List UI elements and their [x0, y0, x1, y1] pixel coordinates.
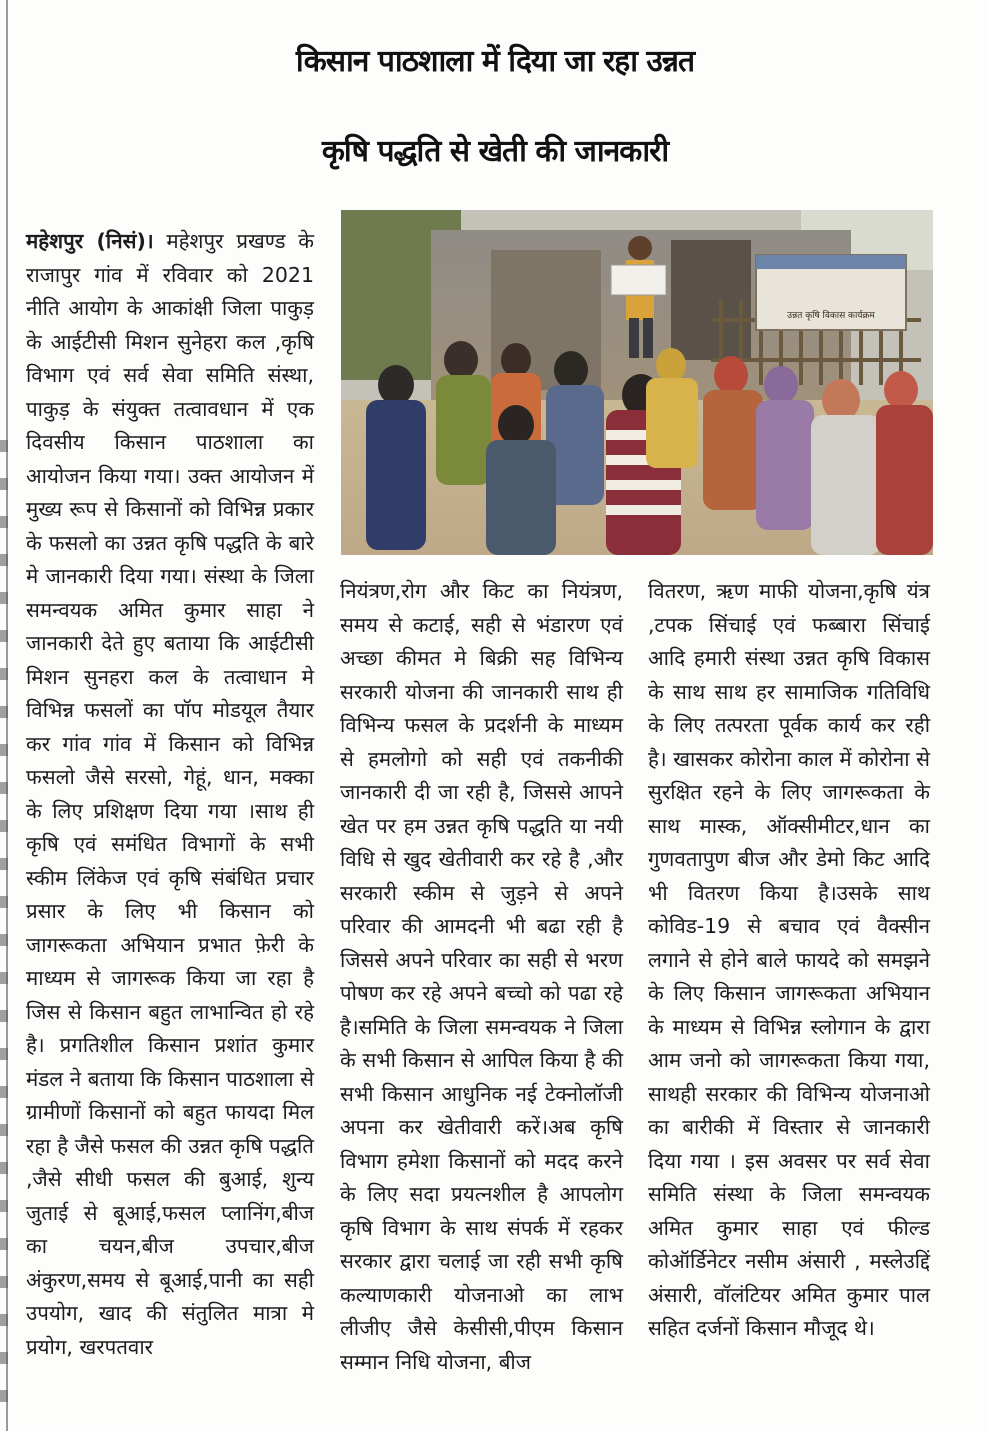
dateline: महेशपुर (निसं)। — [26, 229, 154, 253]
photo-illustration — [341, 210, 933, 555]
photo-banner-text: उन्नत कृषि विकास कार्यक्रम — [787, 311, 875, 321]
column-1-text — [26, 225, 314, 1364]
headline-line-1: किसान पाठशाला में दिया जा रहा उन्नत — [295, 44, 695, 79]
article-column-3 — [648, 575, 930, 1346]
article-column-2 — [340, 575, 623, 1379]
column-3-body: वितरण, ऋण माफी योजना,कृषि यंत्र ,टपक सिंचाई एवं फब्बारा सिंचाई आदि हमारी संस्था उन्नत कृषि विकास के साथ साथ हर सामाजिक गतिविधि के लिए तत्परता पूर्वक कार्य कर रही है। खासकर कोरोना काल में कोरोना से सुरक्षित रहने के लिए जागरूकता के साथ मास्क, ऑक्सीमीटर,धान का गुणवतापुण बीज और डेमो किट आदि भी वितरण किया है।उसके साथ कोविड-19 से बचाव एवं वैक्सीन लगाने से होने बाले फायदे को समझने के लिए किसान जागरूकता अभियान के माध्यम से विभिन्न स्लोगान के द्वारा आम जनो को जागरूकता किया गया, साथही सरकार की विभिन्य योजनाओ का बारीकी में विस्तार से जानकारी दिया गया । इस अवसर पर सर्व सेवा समिति संस्था के जिला समन्वयक अमित कुमार साहा एवं फील्ड कोऑर्डिनेटर नसीम अंसारी , मस्लेउद्दिं अंसारी, वॉलंटियर अमित कुमार पाल सहित दर्जनों किसान मौजूद थे। — [648, 579, 930, 1340]
column-1-body: महेशपुर प्रखण्ड के राजापुर गांव में रविवार को 2021 नीति आयोग के आकांक्षी जिला पाकुड़ के आईटीसी मिशन सुनेहरा कल ,कृषि विभाग एवं सर्व सेवा समिति संस्था, पाकुड़ के संयुक्त तत्वावधान में एक दिवसीय किसान पाठशाला का आयोजन किया गया। उक्त आयोजन में मुख्य रूप से किसानों को विभिन्न प्रकार के फसलो का उन्नत कृषि पद्धति के बारे मे जानकारी दिया गया। संस्था के जिला समन्वयक अमित कुमार साहा ने जानकारी देते हुए बताया कि आईटीसी मिशन सुनहरा कल के तत्वाधान मे विभिन्न फसलों का पॉप मोडयूल तैयार कर गांव गांव में किसान को विभिन्न फसलो जैसे सरसो, गेहूं, धान, मक्का के लिए प्रशिक्षण दिया गया ।साथ ही कृषि एवं समंधित विभागों के सभी स्कीम लिंकेज एवं कृषि संबंधित प्रचार प्रसार के लिए भी किसान को जागरूकता अभियान प्रभात फ़ेरी के माध्यम से जागरूक किया जा रहा है जिस से किसान बहुत लाभान्वित हो रहे है। प्रगतिशील किसान प्रशांत कुमार मंडल ने बताया कि किसान पाठशाला से ग्रामीणों किसानों को बहुत फायदा मिल रहा है जैसे फसल की उन्नत कृषि पद्धति ,जैसे सीधी फसल की बुआई, शुन्य जुताई से बूआई,फसल प्लानिंग,बीज का चयन,बीज उपचार,बीज अंकुरण,समय से बूआई,पानी का सही उपयोग, खाद की संतुलित मात्रा मे प्रयोग, खरपतवार — [26, 229, 314, 1359]
column-2-body: नियंत्रण,रोग और किट का नियंत्रण, समय से कटाई, सही से भंडारण एवं अच्छा कीमत मे बिक्री सह विभिन्य सरकारी योजना की जानकारी साथ ही विभिन्य फसल के प्रदर्शनी के माध्यम से हमलोगो को सही एवं तकनीकी जानकारी दी जा रही है, जिससे आपने खेत पर हम उन्नत कृषि पद्धति या नयी विधि से खुद खेतीवारी कर रहे है ,और सरकारी स्कीम से जुड़ने से अपने परिवार की आमदनी भी बढा रही है जिससे अपने परिवार का सही से भरण पोषण कर रहे अपने बच्चो को पढा रहे है।समिति के जिला समन्वयक ने जिला के सभी किसान से आपिल किया है की सभी किसान आधुनिक नई टेक्नोलॉजी अपना कर खेतीवारी करें।अब कृषि विभाग हमेशा किसानों को मदद करने के लिए सदा प्रयत्नशील है आपलोग कृषि विभाग के साथ संपर्क में रहकर सरकार द्वारा चलाई जा रही सभी कृषि कल्याणकारी योजनाओ का लाभ लीजीए जैसे केसीसी,पीएम किसान सम्मान निधि योजना, बीज — [340, 579, 623, 1374]
headline-line-2: कृषि पद्धति से खेती की जानकारी — [321, 134, 669, 169]
headline — [20, 18, 970, 198]
article-column-1 — [26, 225, 314, 1364]
page-edge-marks — [0, 440, 8, 1420]
news-photo — [341, 210, 933, 555]
